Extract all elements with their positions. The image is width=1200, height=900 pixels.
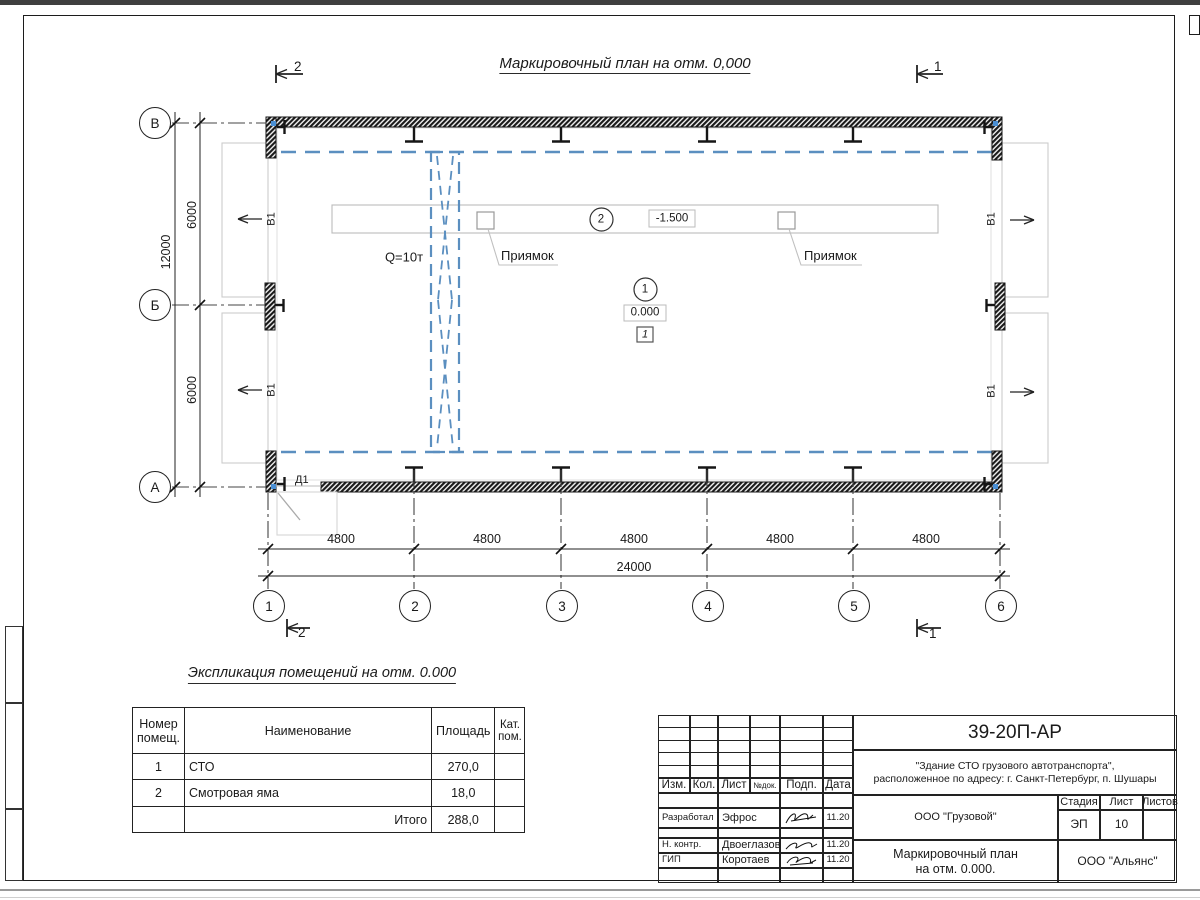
sheet-bottom-line (0, 889, 1200, 891)
rev-cell (823, 765, 853, 778)
sign-date: 11.20 (823, 808, 853, 828)
dim-4800-4: 4800 (766, 531, 794, 546)
rev-cell (718, 765, 750, 778)
drawing-name (853, 840, 1058, 883)
crane-beam-brace-4 (437, 300, 452, 448)
rev-header-data: Дата (823, 778, 853, 793)
spacer-cell (658, 868, 718, 883)
schedule-header-name: Наименование (185, 708, 432, 754)
axis-circle-row-a (139, 471, 171, 503)
section-number-bottom-left: 2 (298, 625, 306, 640)
pit-square-2 (778, 212, 795, 229)
rev-cell (750, 752, 780, 766)
project-name-line2: расположенное по адресу: г. Санкт-Петербург, п. Шушары (873, 772, 1157, 785)
left-margin-cell-3 (5, 809, 23, 881)
spacer-cell (718, 828, 780, 838)
spacer-cell (823, 793, 853, 808)
signature-scribble (783, 854, 821, 867)
rev-header-podp: Подп. (780, 778, 823, 793)
vent-label-left-top: В1 (265, 212, 278, 226)
rev-cell (718, 740, 750, 754)
rev-cell (780, 727, 823, 741)
schedule-table (132, 707, 525, 833)
section-number-top-left: 2 (294, 59, 302, 74)
gate-zone-left-bottom (222, 313, 268, 463)
sign-date: 11.20 (823, 853, 853, 868)
axis-lines (172, 123, 1000, 589)
sheets-value (1143, 810, 1177, 840)
spacer-cell (823, 828, 853, 838)
dim-6000-bottom: 6000 (184, 376, 199, 404)
rev-cell (750, 740, 780, 754)
axis-number: 2 (411, 598, 419, 614)
signer-role: Н. контр. (658, 838, 718, 853)
wall-bottom (321, 482, 1001, 492)
sheet-header: Лист (1100, 795, 1143, 810)
wall-pier-left (265, 283, 275, 330)
vent-label-left-bottom: В1 (265, 383, 278, 397)
doc-number: 39-20П-АР (853, 715, 1177, 750)
signer-name: Двоеглазов (718, 838, 780, 853)
room-cat (495, 754, 525, 780)
stage-value: ЭП (1058, 810, 1100, 840)
rev-cell (780, 765, 823, 778)
axis-circle-col-6 (985, 590, 1017, 622)
axis-letter: Б (150, 297, 160, 313)
door-leaf (278, 493, 300, 520)
spacer-cell (718, 868, 780, 883)
project-name (853, 750, 1177, 795)
room-marker-1-number: 1 (641, 283, 649, 296)
project-name-line1: "Здание СТО грузового автотранспорта", (915, 760, 1115, 773)
axis-number: 5 (850, 598, 858, 614)
rev-cell (750, 727, 780, 741)
empty-cell (133, 807, 185, 833)
room-name: Смотровая яма (185, 780, 432, 807)
room-area: 18,0 (432, 780, 495, 807)
dim-12000: 12000 (158, 234, 173, 270)
gate-zone-left-top (222, 143, 268, 297)
vent-label-right-top: В1 (985, 212, 998, 226)
axis-number: 1 (265, 598, 273, 614)
schedule-header-num: Номер помещ. (133, 708, 185, 754)
rev-cell (823, 752, 853, 766)
table-row-total (133, 807, 525, 833)
axis-letter: В (150, 115, 160, 131)
rev-cell (718, 752, 750, 766)
section-number-bottom-right: 1 (929, 626, 937, 641)
rev-cell (823, 740, 853, 754)
rev-header-list: Лист (718, 778, 750, 793)
signer-role: Разработал (658, 808, 718, 828)
pit-square-1 (477, 212, 494, 229)
rev-header-dok: №док. (750, 778, 780, 793)
empty-cell (495, 807, 525, 833)
room-marker-2-number: 2 (597, 213, 605, 226)
rev-cell (823, 727, 853, 741)
section-number-top-right: 1 (934, 59, 942, 74)
total-label: Итого (185, 807, 432, 833)
spacer-cell (780, 793, 823, 808)
stage-header: Стадия (1058, 795, 1100, 810)
axis-circle-col-1 (253, 590, 285, 622)
crane-beam-brace-3 (438, 300, 453, 448)
rev-header-kol: Кол. (690, 778, 718, 793)
room-inner-outline (277, 128, 991, 480)
rev-cell (718, 727, 750, 741)
axis-circle-col-2 (399, 590, 431, 622)
dim-4800-5: 4800 (912, 531, 940, 546)
pit-label-1: Приямок (501, 248, 554, 263)
dimension-ticks (170, 118, 1005, 581)
signature-scribble (783, 839, 821, 852)
room-name: СТО (185, 754, 432, 780)
rev-cell (690, 740, 718, 754)
level-value-minus1500: -1.500 (655, 212, 689, 225)
axis-circle-col-3 (546, 590, 578, 622)
rev-cell (780, 752, 823, 766)
rev-cell (780, 740, 823, 754)
sign-date: 11.20 (823, 838, 853, 853)
dim-4800-2: 4800 (473, 531, 501, 546)
signature (780, 838, 823, 853)
axis-circle-row-b (139, 289, 171, 321)
axis-number: 4 (704, 598, 712, 614)
corner-mark-tr (993, 121, 998, 126)
left-margin-cell-2 (5, 703, 23, 809)
table-row (133, 780, 525, 807)
dimension-lines (175, 112, 1010, 576)
wall-top (267, 117, 1001, 127)
inspection-pit-band (332, 205, 938, 233)
schedule-header-cat: Кат. пом. (495, 708, 525, 754)
sheets-header: Листов (1142, 796, 1178, 809)
dim-4800-1: 4800 (327, 531, 355, 546)
title-block (658, 715, 1177, 883)
spacer-cell (823, 868, 853, 883)
spacer-cell (780, 828, 823, 838)
corner-mark-bl (271, 484, 276, 489)
signer-name: Эфрос (718, 808, 780, 828)
dim-24000: 24000 (616, 559, 652, 574)
crane-capacity-label: Q=10т (384, 249, 424, 265)
drawing-name-line1: Маркировочный план (893, 847, 1018, 862)
crane-beam (431, 152, 459, 452)
signer-role: ГИП (658, 853, 718, 868)
rev-cell (658, 740, 690, 754)
axis-circle-row-v (139, 107, 171, 139)
rev-header-izm: Изм. (658, 778, 690, 793)
corner-mark-br (993, 484, 998, 489)
axis-number: 6 (997, 598, 1005, 614)
table-row (133, 754, 525, 780)
signature-scribble (783, 809, 821, 827)
axis-letter: А (150, 479, 160, 495)
rev-cell (690, 727, 718, 741)
sheet-bottom-line-2 (0, 897, 1200, 898)
room-area: 270,0 (432, 754, 495, 780)
signature (780, 808, 823, 828)
door-label: Д1 (295, 474, 309, 486)
pit-label-2: Приямок (804, 248, 857, 263)
vent-label-right-bottom: В1 (985, 384, 998, 398)
room-number: 2 (133, 780, 185, 807)
dim-6000-top: 6000 (184, 201, 199, 229)
door-swing-zone (277, 492, 337, 535)
spacer-cell (780, 868, 823, 883)
rev-cell (750, 765, 780, 778)
drawing-name-line2: на отм. 0.000. (915, 861, 996, 876)
dim-4800-3: 4800 (620, 531, 648, 546)
corner-mark-tl (271, 121, 276, 126)
rev-cell (690, 765, 718, 778)
spacer-cell (658, 793, 718, 808)
company-name: ООО "Альянс" (1058, 840, 1177, 883)
signer-name: Коротаев (718, 853, 780, 868)
spacer-cell (658, 828, 718, 838)
room-number: 1 (133, 754, 185, 780)
rev-cell (658, 752, 690, 766)
rev-cell (658, 765, 690, 778)
rev-cell (690, 752, 718, 766)
axis-circle-col-5 (838, 590, 870, 622)
schedule-header-area: Площадь (432, 708, 495, 754)
spacer-cell (718, 793, 780, 808)
client-name: ООО "Грузовой" (853, 795, 1058, 840)
total-value: 288,0 (432, 807, 495, 833)
level-value-0000: 0.000 (630, 306, 660, 319)
wall-pier-right (995, 283, 1005, 330)
schedule-title: Экспликация помещений на отм. 0.000 (188, 666, 456, 684)
rev-cell (658, 727, 690, 741)
signature (780, 853, 823, 868)
plan-title: Маркировочный план на отм. 0,000 (499, 55, 751, 72)
room-cat (495, 780, 525, 807)
floor-type-number: 1 (641, 328, 649, 340)
axis-number: 3 (558, 598, 566, 614)
axis-circle-col-4 (692, 590, 724, 622)
sheet-value: 10 (1100, 810, 1143, 840)
